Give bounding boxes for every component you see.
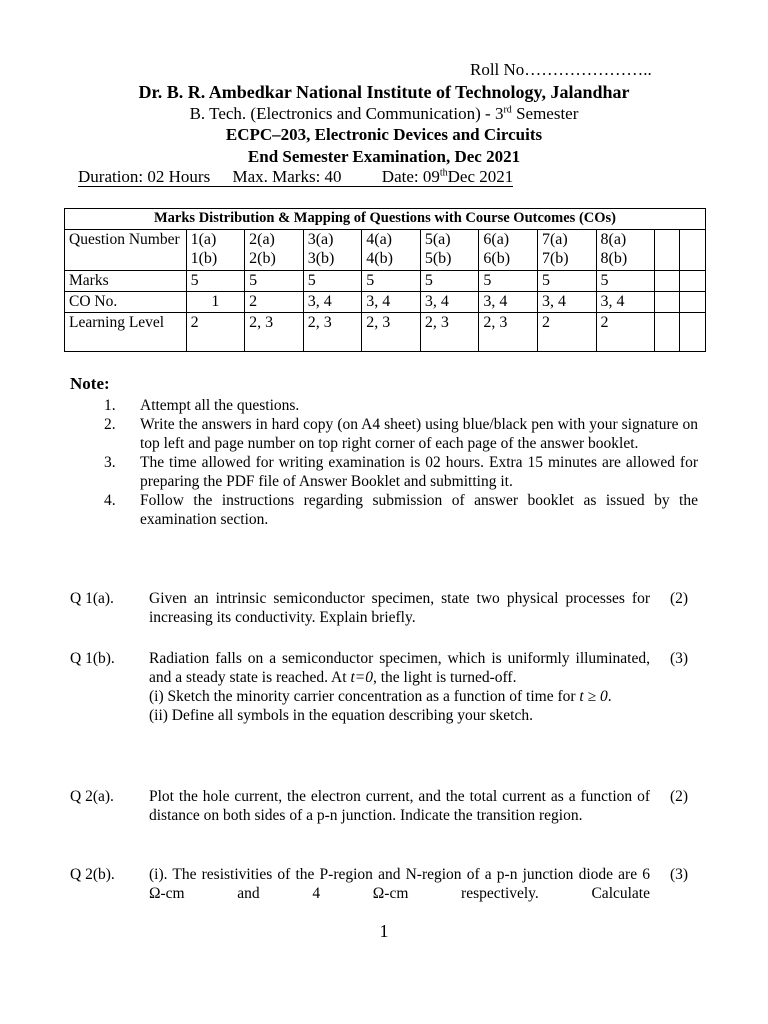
program-ordinal: rd <box>503 104 512 116</box>
institute-name: Dr. B. R. Ambedkar National Institute of Technology, Jalandhar <box>138 82 630 102</box>
note-number: 2. <box>104 416 116 433</box>
max-marks: Max. Marks: 40 <box>232 167 342 186</box>
question-marks: (3) <box>670 866 689 883</box>
table-cell-empty <box>655 230 680 271</box>
table-cell: 2, 3 <box>479 313 538 352</box>
question-marks: (2) <box>670 590 689 607</box>
question-label: Q 1(b). <box>70 650 115 667</box>
program-text: B. Tech. (Electronics and Communication) - 3 <box>189 104 504 123</box>
list-item <box>100 415 698 453</box>
note-text: Follow the instructions regarding submission of answer booklet as issued by the examination section. <box>140 492 698 528</box>
table-cell-empty <box>680 313 706 352</box>
question-marks: (2) <box>670 788 689 805</box>
list-item <box>100 491 698 529</box>
date-text: Date: 09 <box>381 167 440 186</box>
table-cell: 3, 4 <box>537 292 596 313</box>
exam-date <box>382 167 513 186</box>
table-cell: 6(a) 6(b) <box>479 230 538 271</box>
table-cell: 5 <box>303 271 362 292</box>
table-cell: 2 <box>537 313 596 352</box>
table-cell: 5 <box>186 271 245 292</box>
row-label-marks: Marks <box>65 271 187 292</box>
program-semester: Semester <box>511 104 579 123</box>
note-text: Write the answers in hard copy (on A4 sheet) using blue/black pen with your signature on top left and page number on top right corner of each page of the answer booklet. <box>140 416 698 452</box>
table-cell: 2, 3 <box>245 313 304 352</box>
table-cell: 5 <box>420 271 479 292</box>
table-cell: 3, 4 <box>479 292 538 313</box>
page-number: 1 <box>379 921 389 941</box>
table-cell: 3, 4 <box>420 292 479 313</box>
table-cell: 5 <box>596 271 655 292</box>
table-cell: 5(a) 5(b) <box>420 230 479 271</box>
date-ordinal: th <box>439 167 448 179</box>
table-cell: 5 <box>479 271 538 292</box>
table-cell-empty <box>655 271 680 292</box>
table-row-question-number <box>65 230 706 271</box>
course-title: ECPC–203, Electronic Devices and Circuits <box>225 125 543 144</box>
row-label-question-number: Question Number <box>65 230 187 271</box>
note-text: The time allowed for writing examination is 02 hours. Extra 15 minutes are allowed for preparing the PDF file of Answer Booklet and submitting it. <box>140 454 698 490</box>
row-label-learning-level: Learning Level <box>65 313 187 352</box>
table-cell: 2(a) 2(b) <box>245 230 304 271</box>
note-number: 4. <box>104 492 116 509</box>
table-row-marks <box>65 271 706 292</box>
table-cell: 3, 4 <box>596 292 655 313</box>
table-cell: 2, 3 <box>362 313 421 352</box>
question-marks: (3) <box>670 650 689 667</box>
table-cell: 2 <box>596 313 655 352</box>
math-t0: t=0 <box>350 669 373 686</box>
question-label: Q 2(a). <box>70 788 114 805</box>
table-cell-empty <box>680 292 706 313</box>
table-cell: 2, 3 <box>303 313 362 352</box>
row-label-co-no: CO No. <box>65 292 187 313</box>
table-cell: 3, 4 <box>362 292 421 313</box>
table-row-learning-level <box>65 313 706 352</box>
table-cell-empty <box>655 313 680 352</box>
table-cell: 2 <box>245 292 304 313</box>
note-number: 3. <box>104 454 116 471</box>
note-text: Attempt all the questions. <box>140 397 300 414</box>
table-cell: 1 <box>186 292 245 313</box>
table-cell: 2 <box>186 313 245 352</box>
table-cell-empty <box>680 271 706 292</box>
table-cell: 5 <box>362 271 421 292</box>
date-month-year: Dec 2021 <box>447 167 514 186</box>
table-title: Marks Distribution & Mapping of Questions with Course Outcomes (COs) <box>65 209 706 230</box>
question-text: Radiation falls on a semiconductor specimen, which is uniformly illuminated, and a steady state is reached. At t=0, the light is turned-off. (i) Sketch the minority carrier concentration as a function of time for t ≥ 0. (ii) Define all symbols in the equation describing your sketch. <box>149 650 650 724</box>
question-text: (i). The resistivities of the P-region and N-region of a p-n junction diode are 6 Ω-cm and 4 Ω-cm respectively. Calculate <box>149 866 650 902</box>
marks-distribution-table <box>64 208 706 352</box>
table-cell: 2, 3 <box>420 313 479 352</box>
exam-info-line <box>78 167 513 187</box>
question-text: Given an intrinsic semiconductor specimen, state two physical processes for increasing its conductivity. Explain briefly. <box>149 590 650 626</box>
program-line <box>0 104 768 124</box>
table-cell: 3, 4 <box>303 292 362 313</box>
list-item <box>100 396 698 415</box>
table-cell: 4(a) 4(b) <box>362 230 421 271</box>
table-cell: 5 <box>245 271 304 292</box>
table-cell: 1(a) 1(b) <box>186 230 245 271</box>
exam-title: End Semester Examination, Dec 2021 <box>247 147 521 166</box>
table-cell-empty <box>680 230 706 271</box>
roll-number-field: Roll No………………….. <box>470 60 652 79</box>
table-cell: 8(a) 8(b) <box>596 230 655 271</box>
notes-list <box>100 396 698 529</box>
question-label: Q 2(b). <box>70 866 115 883</box>
list-item <box>100 453 698 491</box>
table-cell: 3(a) 3(b) <box>303 230 362 271</box>
duration: Duration: 02 Hours <box>78 167 211 186</box>
table-cell: 7(a) 7(b) <box>537 230 596 271</box>
note-heading: Note: <box>70 374 110 393</box>
question-label: Q 1(a). <box>70 590 114 607</box>
question-text: Plot the hole current, the electron current, and the total current as a function of distance on both sides of a p-n junction. Indicate the transition region. <box>149 788 650 824</box>
math-t-geq-0: t ≥ 0 <box>579 688 608 705</box>
table-cell: 5 <box>537 271 596 292</box>
table-row-co-no <box>65 292 706 313</box>
note-number: 1. <box>104 397 116 414</box>
table-cell-empty <box>655 292 680 313</box>
